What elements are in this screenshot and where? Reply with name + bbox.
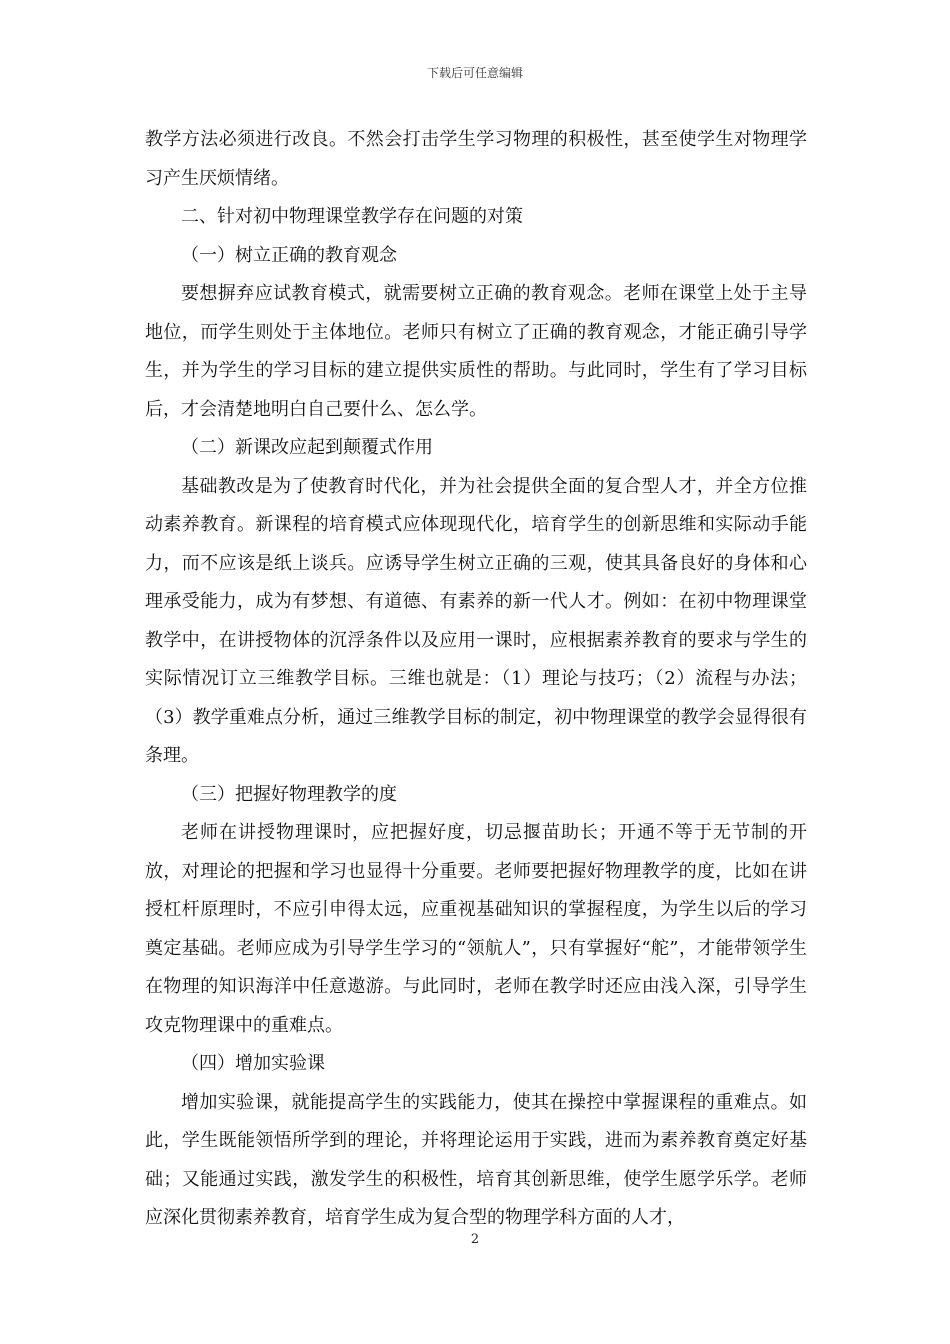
section-heading: 二、针对初中物理课堂教学存在问题的对策 <box>181 206 523 227</box>
subsection-heading: （四）增加实验课 <box>181 1053 325 1074</box>
subsection-heading: （二）新课改应起到颠覆式作用 <box>181 437 433 458</box>
paragraph: 教学方法必须进行改良。不然会打击学生学习物理的积极性，甚至使学生对物理学习产生厌烦情绪。 <box>145 129 807 189</box>
document-body <box>145 121 807 1238</box>
page-header: 下载后可任意编辑 <box>426 66 523 80</box>
page-number: 2 <box>470 1232 480 1247</box>
subsection-heading: （三）把握好物理教学的度 <box>181 783 397 805</box>
paragraph: 要想摒弃应试教育模式，就需要树立正确的教育观念。老师在课堂上处于主导地位，而学生则处于主体地位。老师只有树立了正确的教育观念，才能正确引导学生，并为学生的学习目标的建立提供实质性的帮助。与此同时，学生有了学习目标后，才会清楚地明白自己要什么、怎么学。 <box>145 283 807 420</box>
subsection-heading: （一）树立正确的教育观念 <box>181 244 397 266</box>
paragraph: 基础教改是为了使教育时代化，并为社会提供全面的复合型人才，并全方位推动素养教育。新课程的培育模式应体现现代化，培育学生的创新思维和实际动手能力，而不应该是纸上谈兵。应诱导学生树立正确的三观，使其具备良好的身体和心理承受能力，成为有梦想、有道德、有素养的新一代人才。例如：在初中物理课堂教学中，在讲授物体的沉浮条件以及应用一课时，应根据素养教育的要求与学生的实际情况订立三维教学目标。三维也就是：（1）理论与技巧；（2）流程与办法；（3）教学重难点分析，通过三维教学目标的制定，初中物理课堂的教学会显得很有条理。 <box>145 475 807 766</box>
paragraph: 老师在讲授物理课时，应把握好度，切忌揠苗助长；开通不等于无节制的开放，对理论的把握和学习也显得十分重要。老师要把握好物理教学的度，比如在讲授杠杆原理时，不应引申得太远，应重视基础知识的掌握程度，为学生以后的学习奠定基础。老师应成为引导学生学习的“领航人”，只有掌握好“舵”，才能带领学生在物理的知识海洋中任意遨游。与此同时，老师在教学时还应由浅入深，引导学生攻克物理课中的重难点。 <box>145 822 807 1036</box>
paragraph: 增加实验课，就能提高学生的实践能力，使其在操控中掌握课程的重难点。如此，学生既能领悟所学到的理论，并将理论运用于实践，进而为素养教育奠定好基础；又能通过实践，激发学生的积极性，培育其创新思维，使学生愿学乐学。老师应深化贯彻素养教育，培育学生成为复合型的物理学科方面的人才， <box>145 1091 807 1228</box>
